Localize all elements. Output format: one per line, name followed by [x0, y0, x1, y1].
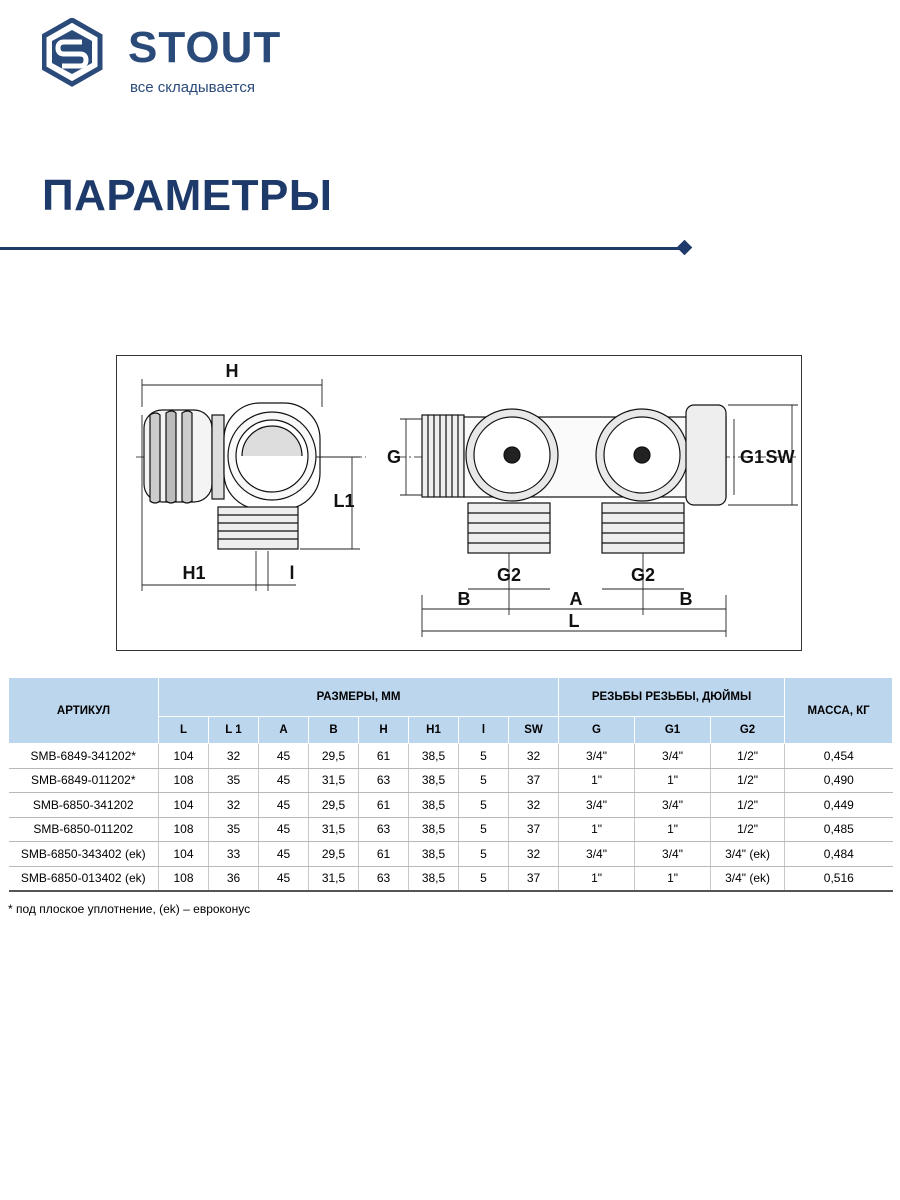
table-cell: 5 [459, 817, 509, 842]
table-cell: 3/4" [559, 842, 635, 867]
table-cell: 61 [359, 744, 409, 769]
header-threads: РЕЗЬБЫ РЕЗЬБЫ, ДЮЙМЫ [559, 678, 785, 717]
table-row [9, 842, 893, 867]
header-article: АРТИКУЛ [9, 678, 159, 744]
table-cell: 45 [259, 793, 309, 818]
table-cell: 45 [259, 768, 309, 793]
label-H1: H1 [182, 563, 206, 583]
table-cell: 0,449 [785, 793, 893, 818]
table-cell: 32 [509, 744, 559, 769]
header-H: H [359, 717, 409, 744]
header-L1: L 1 [209, 717, 259, 744]
label-G2-right: G2 [630, 565, 656, 585]
header-L: L [159, 717, 209, 744]
table-cell: 1" [559, 866, 635, 891]
table-cell: 0,490 [785, 768, 893, 793]
table-cell: 108 [159, 866, 209, 891]
label-L1: L1 [333, 491, 355, 511]
table-cell: 3/4" [559, 793, 635, 818]
table-cell: 3/4" [635, 744, 711, 769]
label-B-left: B [457, 589, 471, 609]
brand-tagline: все складывается [130, 79, 255, 96]
table-cell: SMB-6850-343402 (ek) [9, 842, 159, 867]
table-row [9, 768, 893, 793]
header-G: G [559, 717, 635, 744]
header-H1: H1 [409, 717, 459, 744]
table-cell: 38,5 [409, 842, 459, 867]
table-cell: 5 [459, 842, 509, 867]
label-H: H [225, 361, 239, 381]
table-cell: 38,5 [409, 866, 459, 891]
table-cell: 0,454 [785, 744, 893, 769]
table-cell: 5 [459, 866, 509, 891]
table-cell: 1/2" [711, 768, 785, 793]
label-SW: SW [765, 447, 795, 467]
table-cell: 1" [559, 768, 635, 793]
table-row [9, 793, 893, 818]
table-cell: 31,5 [309, 817, 359, 842]
table-cell: 37 [509, 866, 559, 891]
table-cell: 45 [259, 744, 309, 769]
table-cell: 1" [559, 817, 635, 842]
header-SW: SW [509, 717, 559, 744]
table-cell: 38,5 [409, 793, 459, 818]
table-cell: 38,5 [409, 768, 459, 793]
table-cell: 31,5 [309, 768, 359, 793]
table-cell: 32 [509, 842, 559, 867]
table-cell: 33 [209, 842, 259, 867]
table-cell: 1" [635, 768, 711, 793]
table-cell: 35 [209, 768, 259, 793]
table-cell: 61 [359, 842, 409, 867]
title-divider [0, 247, 680, 250]
table-cell: 5 [459, 768, 509, 793]
label-l: l [289, 563, 295, 583]
table-cell: 108 [159, 768, 209, 793]
table-cell: 3/4" (ek) [711, 866, 785, 891]
table-cell: SMB-6850-013402 (ek) [9, 866, 159, 891]
table-cell: 38,5 [409, 817, 459, 842]
table-cell: 32 [509, 793, 559, 818]
header-l: l [459, 717, 509, 744]
table-cell: 0,485 [785, 817, 893, 842]
table-cell: 108 [159, 817, 209, 842]
table-cell: 61 [359, 793, 409, 818]
header-B: B [309, 717, 359, 744]
table-cell: SMB-6849-341202* [9, 744, 159, 769]
table-cell: SMB-6849-011202* [9, 768, 159, 793]
table-row [9, 817, 893, 842]
label-A: A [569, 589, 583, 609]
header-G1: G1 [635, 717, 711, 744]
table-cell: SMB-6850-341202 [9, 793, 159, 818]
table-cell: 37 [509, 817, 559, 842]
table-cell: 1/2" [711, 817, 785, 842]
header-mass: МАССА, КГ [785, 678, 893, 744]
label-L: L [568, 611, 580, 631]
table-cell: 45 [259, 817, 309, 842]
table-cell: 35 [209, 817, 259, 842]
table-cell: 36 [209, 866, 259, 891]
label-G: G [386, 447, 402, 467]
label-B-right: B [679, 589, 693, 609]
header-A: A [259, 717, 309, 744]
divider-diamond [677, 240, 693, 256]
table-cell: 37 [509, 768, 559, 793]
table-cell: 38,5 [409, 744, 459, 769]
table-cell: 29,5 [309, 744, 359, 769]
table-cell: 63 [359, 817, 409, 842]
parameters-table [8, 677, 893, 892]
table-cell: 3/4" [559, 744, 635, 769]
table-cell: 45 [259, 866, 309, 891]
table-cell: 1/2" [711, 744, 785, 769]
technical-drawing [116, 355, 802, 651]
table-cell: 63 [359, 768, 409, 793]
table-cell: 31,5 [309, 866, 359, 891]
table-cell: 3/4" [635, 842, 711, 867]
label-G2-left: G2 [496, 565, 522, 585]
header-G2: G2 [711, 717, 785, 744]
table-cell: 45 [259, 842, 309, 867]
table-cell: 63 [359, 866, 409, 891]
table-row [9, 866, 893, 891]
table-cell: 5 [459, 793, 509, 818]
table-cell: 0,516 [785, 866, 893, 891]
table-cell: 3/4" (ek) [711, 842, 785, 867]
table-cell: 104 [159, 793, 209, 818]
table-footnote: * под плоское уплотнение, (ek) – евроконус [8, 902, 251, 916]
brand-name: STOUT [128, 23, 282, 72]
table-cell: 1" [635, 817, 711, 842]
table-cell: 1/2" [711, 793, 785, 818]
label-G1: G1 [739, 447, 765, 467]
table-cell: 32 [209, 793, 259, 818]
page-title: ПАРАМЕТРЫ [42, 171, 333, 220]
table-cell: 32 [209, 744, 259, 769]
table-cell: 1" [635, 866, 711, 891]
table-cell: 0,484 [785, 842, 893, 867]
table-cell: 104 [159, 744, 209, 769]
header-dimensions: РАЗМЕРЫ, ММ [159, 678, 559, 717]
table-cell: 29,5 [309, 793, 359, 818]
table-cell: 104 [159, 842, 209, 867]
table-cell: SMB-6850-011202 [9, 817, 159, 842]
table-cell: 29,5 [309, 842, 359, 867]
table-row [9, 744, 893, 769]
table-cell: 5 [459, 744, 509, 769]
table-cell: 3/4" [635, 793, 711, 818]
